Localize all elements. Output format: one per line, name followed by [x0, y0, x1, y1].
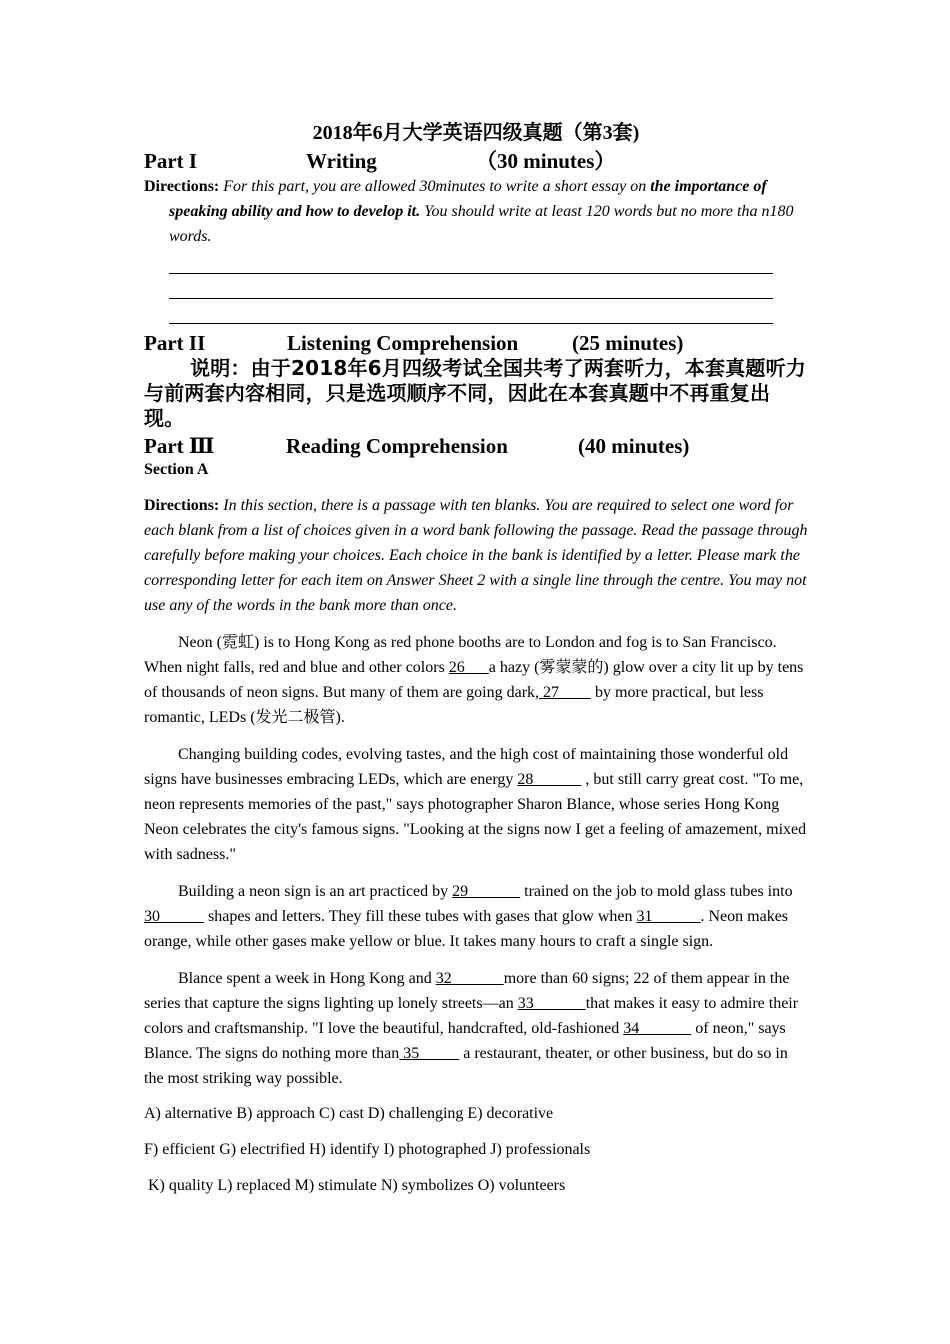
blank-32[interactable]: 32	[435, 970, 452, 987]
blank-34[interactable]: 34	[623, 1020, 640, 1037]
blank-33[interactable]: 33	[517, 995, 534, 1012]
blank-27[interactable]: 27	[539, 684, 560, 701]
part3-label: Part Ⅲ	[144, 434, 215, 458]
directions-text: You should write at least 120 words but no more tha n180 words.	[169, 203, 794, 245]
blank-31[interactable]: 31	[636, 908, 653, 925]
essay-topic: the importance of speaking ability and how to develop it.	[169, 178, 767, 220]
word-bank-row-2: F) efficient G) electrified H) identify I) photographed J) professionals	[144, 1141, 591, 1158]
part3-directions	[144, 493, 808, 618]
part1-name: Writing	[306, 149, 377, 173]
part1-heading	[144, 148, 808, 174]
passage-paragraph-4: Blance spent a week in Hong Kong and 32 more than 60 signs; 22 of them appear in the series that capture the signs lighting up lonely streets—an 33 that makes it easy to admire their colors and craftsmanship. "I love the beautiful, handcrafted, old-fashioned 34 of neon," says Blance. The signs do nothing more than 35 a restaurant, theater, or other business, but do so in the most striking way possible.	[144, 970, 799, 1087]
part3-time: (40 minutes)	[578, 434, 690, 458]
part2-heading	[144, 330, 808, 356]
section-a-label: Section A	[144, 461, 209, 478]
listening-note: 说明：由于2018年6月四级考试全国共考了两套听力，本套真题听力与前两套内容相同，只是选项顺序不同，因此在本套真题中不再重复出现。	[144, 356, 806, 430]
blank-30[interactable]: 30	[144, 908, 160, 925]
directions-label: Directions:	[144, 178, 220, 195]
directions-text: In this section, there is a passage with ten blanks. You are required to select one word for each blank from a list of choices given in a word bank following the passage. Read the passage through carefully before making your choices. Each choice in the bank is identified by a letter. Please mark the corresponding letter for each item on Answer Sheet 2 with a single line through the centre. You may not use any of the words in the bank more than once.	[144, 497, 808, 614]
exam-page	[144, 118, 808, 1197]
blank-29[interactable]: 29	[452, 883, 469, 900]
passage-paragraph-2: Changing building codes, evolving tastes, and the high cost of maintaining those wonderful old signs have businesses embracing LEDs, which are energy 28 , but still carry great cost. "To me, neon represents memories of the past," says photographer Sharon Blance, whose series Hong Kong Neon celebrates the city's famous signs. "Looking at the signs now I get a feeling of amazement, mixed with sadness."	[144, 746, 807, 863]
part3-name: Reading Comprehension	[286, 434, 508, 458]
part2-label: Part II	[144, 331, 206, 355]
part2-time: (25 minutes)	[572, 331, 684, 355]
directions-text: For this part, you are allowed 30minutes to write a short essay on	[223, 178, 651, 195]
part2-name: Listening Comprehension	[287, 331, 519, 355]
writing-line	[169, 249, 773, 274]
writing-line	[169, 274, 773, 299]
blank-28[interactable]: 28	[517, 771, 534, 788]
directions-label: Directions:	[144, 497, 220, 514]
page-title: 2018年6月大学英语四级真题（第3套)	[312, 122, 640, 144]
passage-paragraph-1: Neon (霓虹) is to Hong Kong as red phone booths are to London and fog is to San Francisco. When night falls, red and blue and other colors 26 a hazy (雾蒙蒙的) glow over a city lit up by tens of thousands of neon signs. But many of them are going dark, 27 by more practical, but less romantic, LEDs (发光二极管).	[144, 634, 804, 726]
blank-26[interactable]: 26	[448, 659, 465, 676]
part1-directions	[144, 174, 808, 249]
part3-heading	[144, 433, 808, 459]
word-bank-row-1: A) alternative B) approach C) cast D) challenging E) decorative	[144, 1105, 554, 1122]
writing-line	[169, 299, 773, 324]
word-bank-row-3: K) quality L) replaced M) stimulate N) symbolizes O) volunteers	[144, 1177, 566, 1194]
part1-label: Part I	[144, 149, 198, 173]
blank-35[interactable]: 35	[399, 1045, 420, 1062]
passage-paragraph-3: Building a neon sign is an art practiced by 29 trained on the job to mold glass tubes into 30 shapes and letters. They fill these tubes with gases that glow when 31 . Neon makes orange, while other gases make yellow or blue. It takes many hours to craft a single sign.	[144, 883, 793, 950]
part1-time: （30 minutes）	[476, 149, 616, 173]
